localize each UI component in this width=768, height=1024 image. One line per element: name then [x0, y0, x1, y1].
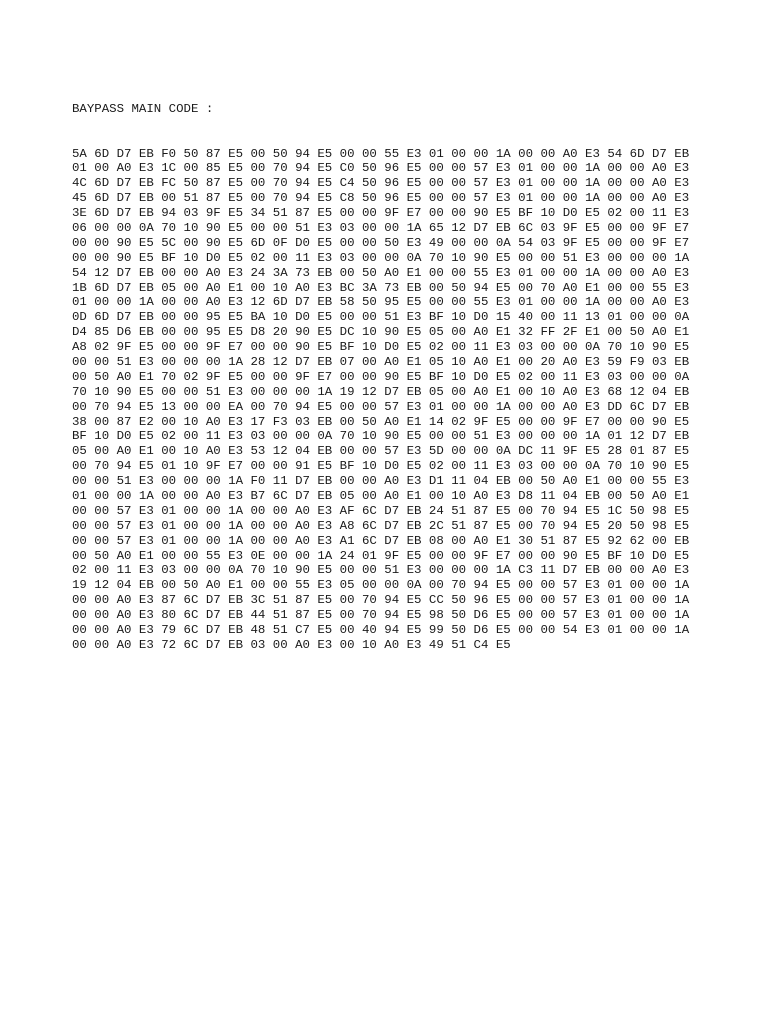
hex-line: 70 10 90 E5 00 00 51 E3 00 00 00 1A 19 12 D7 EB 05 00 A0 E1 00 10 A0 E3 68 12 04 EB: [72, 384, 690, 399]
hex-line: 5A 6D D7 EB F0 50 87 E5 00 50 94 E5 00 00 55 E3 01 00 00 1A 00 00 A0 E3 54 6D D7 EB: [72, 146, 690, 161]
hex-dump: [72, 147, 712, 653]
hex-line: 3E 6D D7 EB 94 03 9F E5 34 51 87 E5 00 00 9F E7 00 00 90 E5 BF 10 D0 E5 02 00 11 E3: [72, 206, 690, 221]
hex-line: 38 00 87 E2 00 10 A0 E3 17 F3 03 EB 00 50 A0 E1 14 02 9F E5 00 00 9F E7 00 00 90 E5: [72, 414, 690, 429]
hex-line: 4C 6D D7 EB FC 50 87 E5 00 70 94 E5 C4 50 96 E5 00 00 57 E3 01 00 00 1A 00 00 A0 E3: [72, 176, 690, 191]
hex-line: 06 00 00 0A 70 10 90 E5 00 00 51 E3 03 00 00 1A 65 12 D7 EB 6C 03 9F E5 00 00 9F E7: [72, 220, 690, 235]
document-page: [72, 72, 712, 668]
hex-line: 00 00 51 E3 00 00 00 1A 28 12 D7 EB 07 00 A0 E1 05 10 A0 E1 00 20 A0 E3 59 F9 03 EB: [72, 354, 690, 369]
hex-line: 00 00 57 E3 01 00 00 1A 00 00 A0 E3 A1 6C D7 EB 08 00 A0 E1 30 51 87 E5 92 62 00 EB: [72, 533, 690, 548]
hex-line: 00 00 A0 E3 80 6C D7 EB 44 51 87 E5 00 70 94 E5 98 50 D6 E5 00 00 57 E3 01 00 00 1A: [72, 608, 690, 623]
hex-line: 00 00 A0 E3 72 6C D7 EB 03 00 A0 E3 00 10 A0 E3 49 51 C4 E5: [72, 637, 511, 652]
hex-line: BF 10 D0 E5 02 00 11 E3 03 00 00 0A 70 10 90 E5 00 00 51 E3 00 00 00 1A 01 12 D7 EB: [72, 429, 690, 444]
hex-line: 00 00 90 E5 5C 00 90 E5 6D 0F D0 E5 00 00 50 E3 49 00 00 0A 54 03 9F E5 00 00 9F E7: [72, 235, 690, 250]
hex-line: 00 00 57 E3 01 00 00 1A 00 00 A0 E3 AF 6C D7 EB 24 51 87 E5 00 70 94 E5 1C 50 98 E5: [72, 503, 690, 518]
hex-line: 05 00 A0 E1 00 10 A0 E3 53 12 04 EB 00 00 57 E3 5D 00 00 0A DC 11 9F E5 28 01 87 E5: [72, 444, 690, 459]
hex-line: 45 6D D7 EB 00 51 87 E5 00 70 94 E5 C8 50 96 E5 00 00 57 E3 01 00 00 1A 00 00 A0 E3: [72, 191, 690, 206]
hex-line: 00 50 A0 E1 00 00 55 E3 0E 00 00 1A 24 01 9F E5 00 00 9F E7 00 00 90 E5 BF 10 D0 E5: [72, 548, 690, 563]
hex-line: 00 00 51 E3 00 00 00 1A F0 11 D7 EB 00 00 A0 E3 D1 11 04 EB 00 50 A0 E1 00 00 55 E3: [72, 474, 690, 489]
hex-line: 01 00 00 1A 00 00 A0 E3 12 6D D7 EB 58 50 95 E5 00 00 55 E3 01 00 00 1A 00 00 A0 E3: [72, 295, 690, 310]
hex-line: 00 70 94 E5 13 00 00 EA 00 70 94 E5 00 00 57 E3 01 00 00 1A 00 00 A0 E3 DD 6C D7 EB: [72, 399, 690, 414]
document-title: BAYPASS MAIN CODE :: [72, 101, 214, 116]
hex-line: 00 00 A0 E3 79 6C D7 EB 48 51 C7 E5 00 40 94 E5 99 50 D6 E5 00 00 54 E3 01 00 00 1A: [72, 623, 690, 638]
hex-line: 54 12 D7 EB 00 00 A0 E3 24 3A 73 EB 00 50 A0 E1 00 00 55 E3 01 00 00 1A 00 00 A0 E3: [72, 265, 690, 280]
hex-line: 1B 6D D7 EB 05 00 A0 E1 00 10 A0 E3 BC 3A 73 EB 00 50 94 E5 00 70 A0 E1 00 00 55 E3: [72, 280, 690, 295]
hex-line: 00 00 A0 E3 87 6C D7 EB 3C 51 87 E5 00 70 94 E5 CC 50 96 E5 00 00 57 E3 01 00 00 1A: [72, 593, 690, 608]
hex-line: 01 00 00 1A 00 00 A0 E3 B7 6C D7 EB 05 00 A0 E1 00 10 A0 E3 D8 11 04 EB 00 50 A0 E1: [72, 489, 690, 503]
hex-line: 01 00 A0 E3 1C 00 85 E5 00 70 94 E5 C0 50 96 E5 00 00 57 E3 01 00 00 1A 00 00 A0 E3: [72, 161, 690, 176]
hex-line: 00 70 94 E5 01 10 9F E7 00 00 91 E5 BF 10 D0 E5 02 00 11 E3 03 00 00 0A 70 10 90 E5: [72, 459, 690, 474]
hex-line: 00 00 90 E5 BF 10 D0 E5 02 00 11 E3 03 00 00 0A 70 10 90 E5 00 00 51 E3 00 00 00 1A: [72, 250, 690, 265]
hex-line: 0D 6D D7 EB 00 00 95 E5 BA 10 D0 E5 00 00 51 E3 BF 10 D0 15 40 00 11 13 01 00 00 0A: [72, 310, 690, 325]
hex-line: 02 00 11 E3 03 00 00 0A 70 10 90 E5 00 00 51 E3 00 00 00 1A C3 11 D7 EB 00 00 A0 E3: [72, 563, 690, 578]
hex-line: 00 00 57 E3 01 00 00 1A 00 00 A0 E3 A8 6C D7 EB 2C 51 87 E5 00 70 94 E5 20 50 98 E5: [72, 518, 690, 533]
hex-line: 19 12 04 EB 00 50 A0 E1 00 00 55 E3 05 00 00 0A 00 70 94 E5 00 00 57 E3 01 00 00 1A: [72, 578, 690, 593]
hex-line: D4 85 D6 EB 00 00 95 E5 D8 20 90 E5 DC 10 90 E5 05 00 A0 E1 32 FF 2F E1 00 50 A0 E1: [72, 325, 690, 340]
hex-line: A8 02 9F E5 00 00 9F E7 00 00 90 E5 BF 10 D0 E5 02 00 11 E3 03 00 00 0A 70 10 90 E5: [72, 340, 690, 355]
hex-line: 00 50 A0 E1 70 02 9F E5 00 00 9F E7 00 00 90 E5 BF 10 D0 E5 02 00 11 E3 03 00 00 0A: [72, 369, 690, 384]
